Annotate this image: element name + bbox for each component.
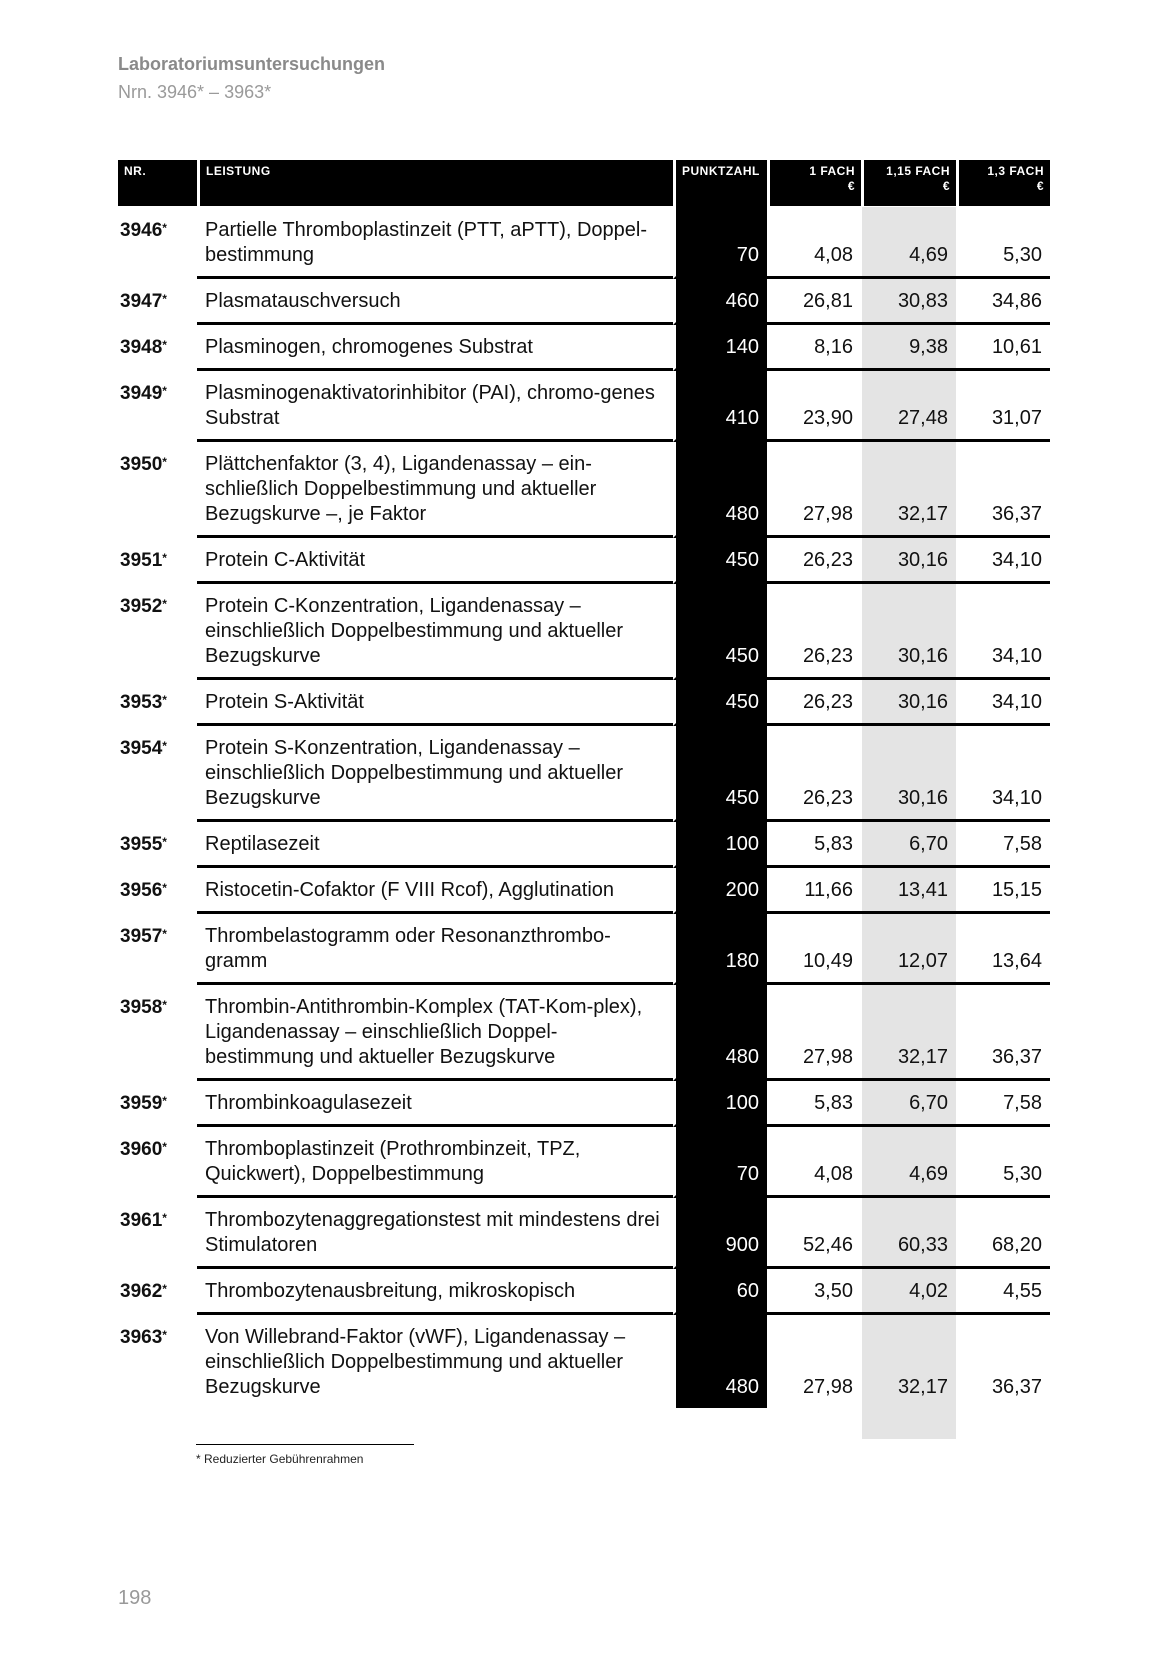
row-leistung: Protein C-Aktivität [197,538,673,584]
row-number [118,822,197,868]
row-number [118,584,197,680]
row-13fach: 36,37 [991,1376,1042,1398]
row-punktzahl: 900 [673,1198,767,1269]
row-1fach: 5,83 [767,1081,861,1127]
row-number-value: 3949 [120,383,163,404]
row-number [118,1269,197,1315]
reduced-fee-marker: * [162,998,167,1012]
row-leistung: Thrombinkoagulasezeit [197,1081,673,1127]
row-13fach: 34,10 [956,584,1050,680]
row-leistung: Thrombelastogramm oder Resonanzthrombo-gramm [197,914,673,985]
table-row [118,584,1050,680]
reduced-fee-marker: * [162,1282,167,1296]
header-13fach [956,160,1050,206]
page-number: 198 [118,1587,152,1609]
row-13fach: 36,37 [956,442,1050,538]
row-punktzahl: 100 [673,822,767,868]
row-13fach: 15,15 [956,868,1050,914]
row-punktzahl: 100 [673,1081,767,1127]
row-punktzahl: 60 [673,1269,767,1315]
header-1fach-label: 1 FACH [809,164,855,178]
row-13fach: 68,20 [956,1198,1050,1269]
row-punktzahl: 70 [673,206,767,279]
table-row [118,325,1050,371]
row-13fach: 34,86 [956,279,1050,325]
row-number [118,726,197,822]
row-punktzahl: 200 [673,868,767,914]
reduced-fee-marker: * [162,455,167,469]
row-1fach: 26,23 [767,726,861,822]
row-13fach: 13,64 [956,914,1050,985]
row-13fach: 7,58 [956,1081,1050,1127]
row-13fach: 31,07 [956,371,1050,442]
reduced-fee-marker: * [162,927,167,941]
row-1fach: 27,98 [767,442,861,538]
row-punktzahl: 140 [673,325,767,371]
row-leistung: Protein S-Aktivität [197,680,673,726]
row-number [118,279,197,325]
row-number [118,538,197,584]
row-leistung: Plasminogenaktivatorinhibitor (PAI), chromo-genes Substrat [197,371,673,442]
row-115fach: 30,16 [861,726,956,822]
table-row [118,1198,1050,1269]
row-1fach: 26,23 [767,584,861,680]
row-115fach: 6,70 [861,1081,956,1127]
header-1fach [767,160,861,206]
row-115fach: 30,16 [861,584,956,680]
row-punktzahl: 480 [673,442,767,538]
row-punktzahl: 450 [673,538,767,584]
row-number-value: 3948 [120,337,163,358]
row-13fach: 34,10 [956,680,1050,726]
table-row [118,1081,1050,1127]
row-1fach: 4,08 [767,206,861,279]
row-115fach: 27,48 [861,371,956,442]
table-row [118,680,1050,726]
row-13fach: 34,10 [956,726,1050,822]
row-13fach: 5,30 [956,206,1050,279]
row-punktzahl: 410 [673,371,767,442]
table-row [118,442,1050,538]
row-number-value: 3953 [120,692,163,713]
table-row [118,371,1050,442]
row-number-value: 3955 [120,834,163,855]
reduced-fee-marker: * [162,384,167,398]
row-115fach: 32,17 [861,985,956,1081]
header-115fach [861,160,956,206]
row-leistung: Von Willebrand-Faktor (vWF), Ligandenassay – einschließlich Doppelbestimmung und aktueller Bezugskurve [205,1326,626,1398]
reduced-fee-marker: * [162,693,167,707]
reduced-fee-marker: * [162,221,167,235]
table-row [118,985,1050,1081]
row-leistung: Ristocetin-Cofaktor (F VIII Rcof), Agglutination [197,868,673,914]
row-punktzahl: 480 [673,985,767,1081]
row-number-value: 3963 [120,1327,163,1348]
header-leistung: LEISTUNG [197,160,673,206]
row-number-value: 3952 [120,596,163,617]
row-number [118,442,197,538]
reduced-fee-marker: * [162,338,167,352]
row-leistung: Partielle Thromboplastinzeit (PTT, aPTT), Doppel-bestimmung [197,206,673,279]
row-number [118,325,197,371]
row-punktzahl: 480 [673,1315,767,1408]
row-13fach: 5,30 [956,1127,1050,1198]
table-row [118,822,1050,868]
header-13fach-label: 1,3 FACH [987,164,1044,178]
row-number-value: 3947 [120,291,163,312]
row-leistung: Protein S-Konzentration, Ligandenassay – einschließlich Doppelbestimmung und aktueller Bezugskurve [197,726,673,822]
row-leistung: Thrombozytenaggregationstest mit mindestens drei Stimulatoren [197,1198,673,1269]
row-number [118,1127,197,1198]
row-number-value: 3946 [120,220,163,241]
row-number [118,985,197,1081]
header-115fach-currency: € [942,179,950,193]
row-1fach: 5,83 [767,822,861,868]
row-number-value: 3951 [120,550,163,571]
row-number [118,868,197,914]
row-leistung: Thromboplastinzeit (Prothrombinzeit, TPZ, Quickwert), Doppelbestimmung [197,1127,673,1198]
row-1fach: 4,08 [767,1127,861,1198]
row-punktzahl: 450 [673,680,767,726]
row-number [118,1198,197,1269]
reduced-fee-marker: * [162,835,167,849]
row-number [118,1081,197,1127]
reduced-fee-marker: * [162,1094,167,1108]
row-1fach: 27,98 [802,1376,853,1398]
row-115fach: 9,38 [861,325,956,371]
header-nr: NR. [118,160,197,206]
table-row [118,206,1050,279]
row-number-value: 3958 [120,997,163,1018]
footnote: * Reduzierter Gebührenrahmen [196,1452,364,1466]
row-115fach: 60,33 [861,1198,956,1269]
row-115fach: 6,70 [861,822,956,868]
row-1fach: 26,81 [767,279,861,325]
row-number-value: 3954 [120,738,163,759]
row-115fach: 30,16 [861,538,956,584]
row-number-value: 3960 [120,1139,163,1160]
row-115fach: 4,02 [861,1269,956,1315]
table-row [118,538,1050,584]
table-row [118,726,1050,822]
row-leistung: Plasmatauschversuch [197,279,673,325]
table-row [118,279,1050,325]
row-1fach: 10,49 [767,914,861,985]
row-leistung: Thrombozytenausbreitung, mikroskopisch [197,1269,673,1315]
row-115fach: 12,07 [861,914,956,985]
reduced-fee-marker: * [162,292,167,306]
row-number-value: 3957 [120,926,163,947]
row-number [118,680,197,726]
table-row [118,1269,1050,1315]
row-leistung: Thrombin-Antithrombin-Komplex (TAT-Kom-plex), Ligandenassay – einschließlich Doppel-bestimmung und aktueller Bezugskurve [197,985,673,1081]
row-punktzahl: 180 [673,914,767,985]
row-1fach: 26,23 [767,538,861,584]
header-1fach-currency: € [847,179,855,193]
row-punktzahl: 450 [673,584,767,680]
row-leistung: Plättchenfaktor (3, 4), Ligandenassay – ein-schließlich Doppelbestimmung und aktueller Bezugskurve –, je Faktor [197,442,673,538]
row-number [118,206,197,279]
row-number [118,1315,197,1408]
row-leistung: Reptilasezeit [197,822,673,868]
row-13fach: 34,10 [956,538,1050,584]
row-punktzahl: 450 [673,726,767,822]
reduced-fee-marker: * [162,1211,167,1225]
row-punktzahl: 460 [673,279,767,325]
row-115fach: 4,69 [861,1127,956,1198]
row-115fach: 32,17 [861,442,956,538]
row-1fach: 23,90 [767,371,861,442]
reduced-fee-marker: * [162,1140,167,1154]
table-header-row [118,160,1050,206]
row-number [118,914,197,985]
reduced-fee-marker: * [162,551,167,565]
footnote-rule [196,1444,414,1445]
row-13fach: 4,55 [956,1269,1050,1315]
row-punktzahl: 70 [673,1127,767,1198]
row-1fach: 52,46 [767,1198,861,1269]
row-1fach: 27,98 [767,985,861,1081]
header-13fach-currency: € [1036,179,1044,193]
row-115fach: 32,17 [897,1376,948,1398]
row-13fach: 36,37 [956,985,1050,1081]
reduced-fee-marker: * [162,881,167,895]
row-leistung: Protein C-Konzentration, Ligandenassay – einschließlich Doppelbestimmung und aktueller Bezugskurve [197,584,673,680]
row-115fach: 30,83 [861,279,956,325]
row-number-value: 3961 [120,1210,163,1231]
table-row [118,1315,1050,1408]
section-title: Laboratoriumsuntersuchungen [118,54,386,74]
row-1fach: 26,23 [767,680,861,726]
row-number-value: 3950 [120,454,163,475]
row-leistung: Plasminogen, chromogenes Substrat [197,325,673,371]
row-1fach: 11,66 [767,868,861,914]
row-1fach: 3,50 [767,1269,861,1315]
reduced-fee-marker: * [162,597,167,611]
row-1fach: 8,16 [767,325,861,371]
row-number-value: 3956 [120,880,163,901]
row-115fach: 30,16 [861,680,956,726]
table-row [118,1127,1050,1198]
row-number [118,371,197,442]
table-row [118,914,1050,985]
row-13fach: 10,61 [956,325,1050,371]
reduced-fee-marker: * [162,1328,167,1342]
row-number-value: 3959 [120,1093,163,1114]
row-number-value: 3962 [120,1281,163,1302]
row-115fach: 13,41 [861,868,956,914]
header-115fach-label: 1,15 FACH [886,164,950,178]
row-115fach: 4,69 [861,206,956,279]
section-subtitle: Nrn. 3946* – 3963* [118,82,272,102]
row-13fach: 7,58 [956,822,1050,868]
reduced-fee-marker: * [162,739,167,753]
table-row [118,868,1050,914]
fee-table [118,160,1050,1408]
header-punktzahl: PUNKTZAHL [673,160,767,206]
